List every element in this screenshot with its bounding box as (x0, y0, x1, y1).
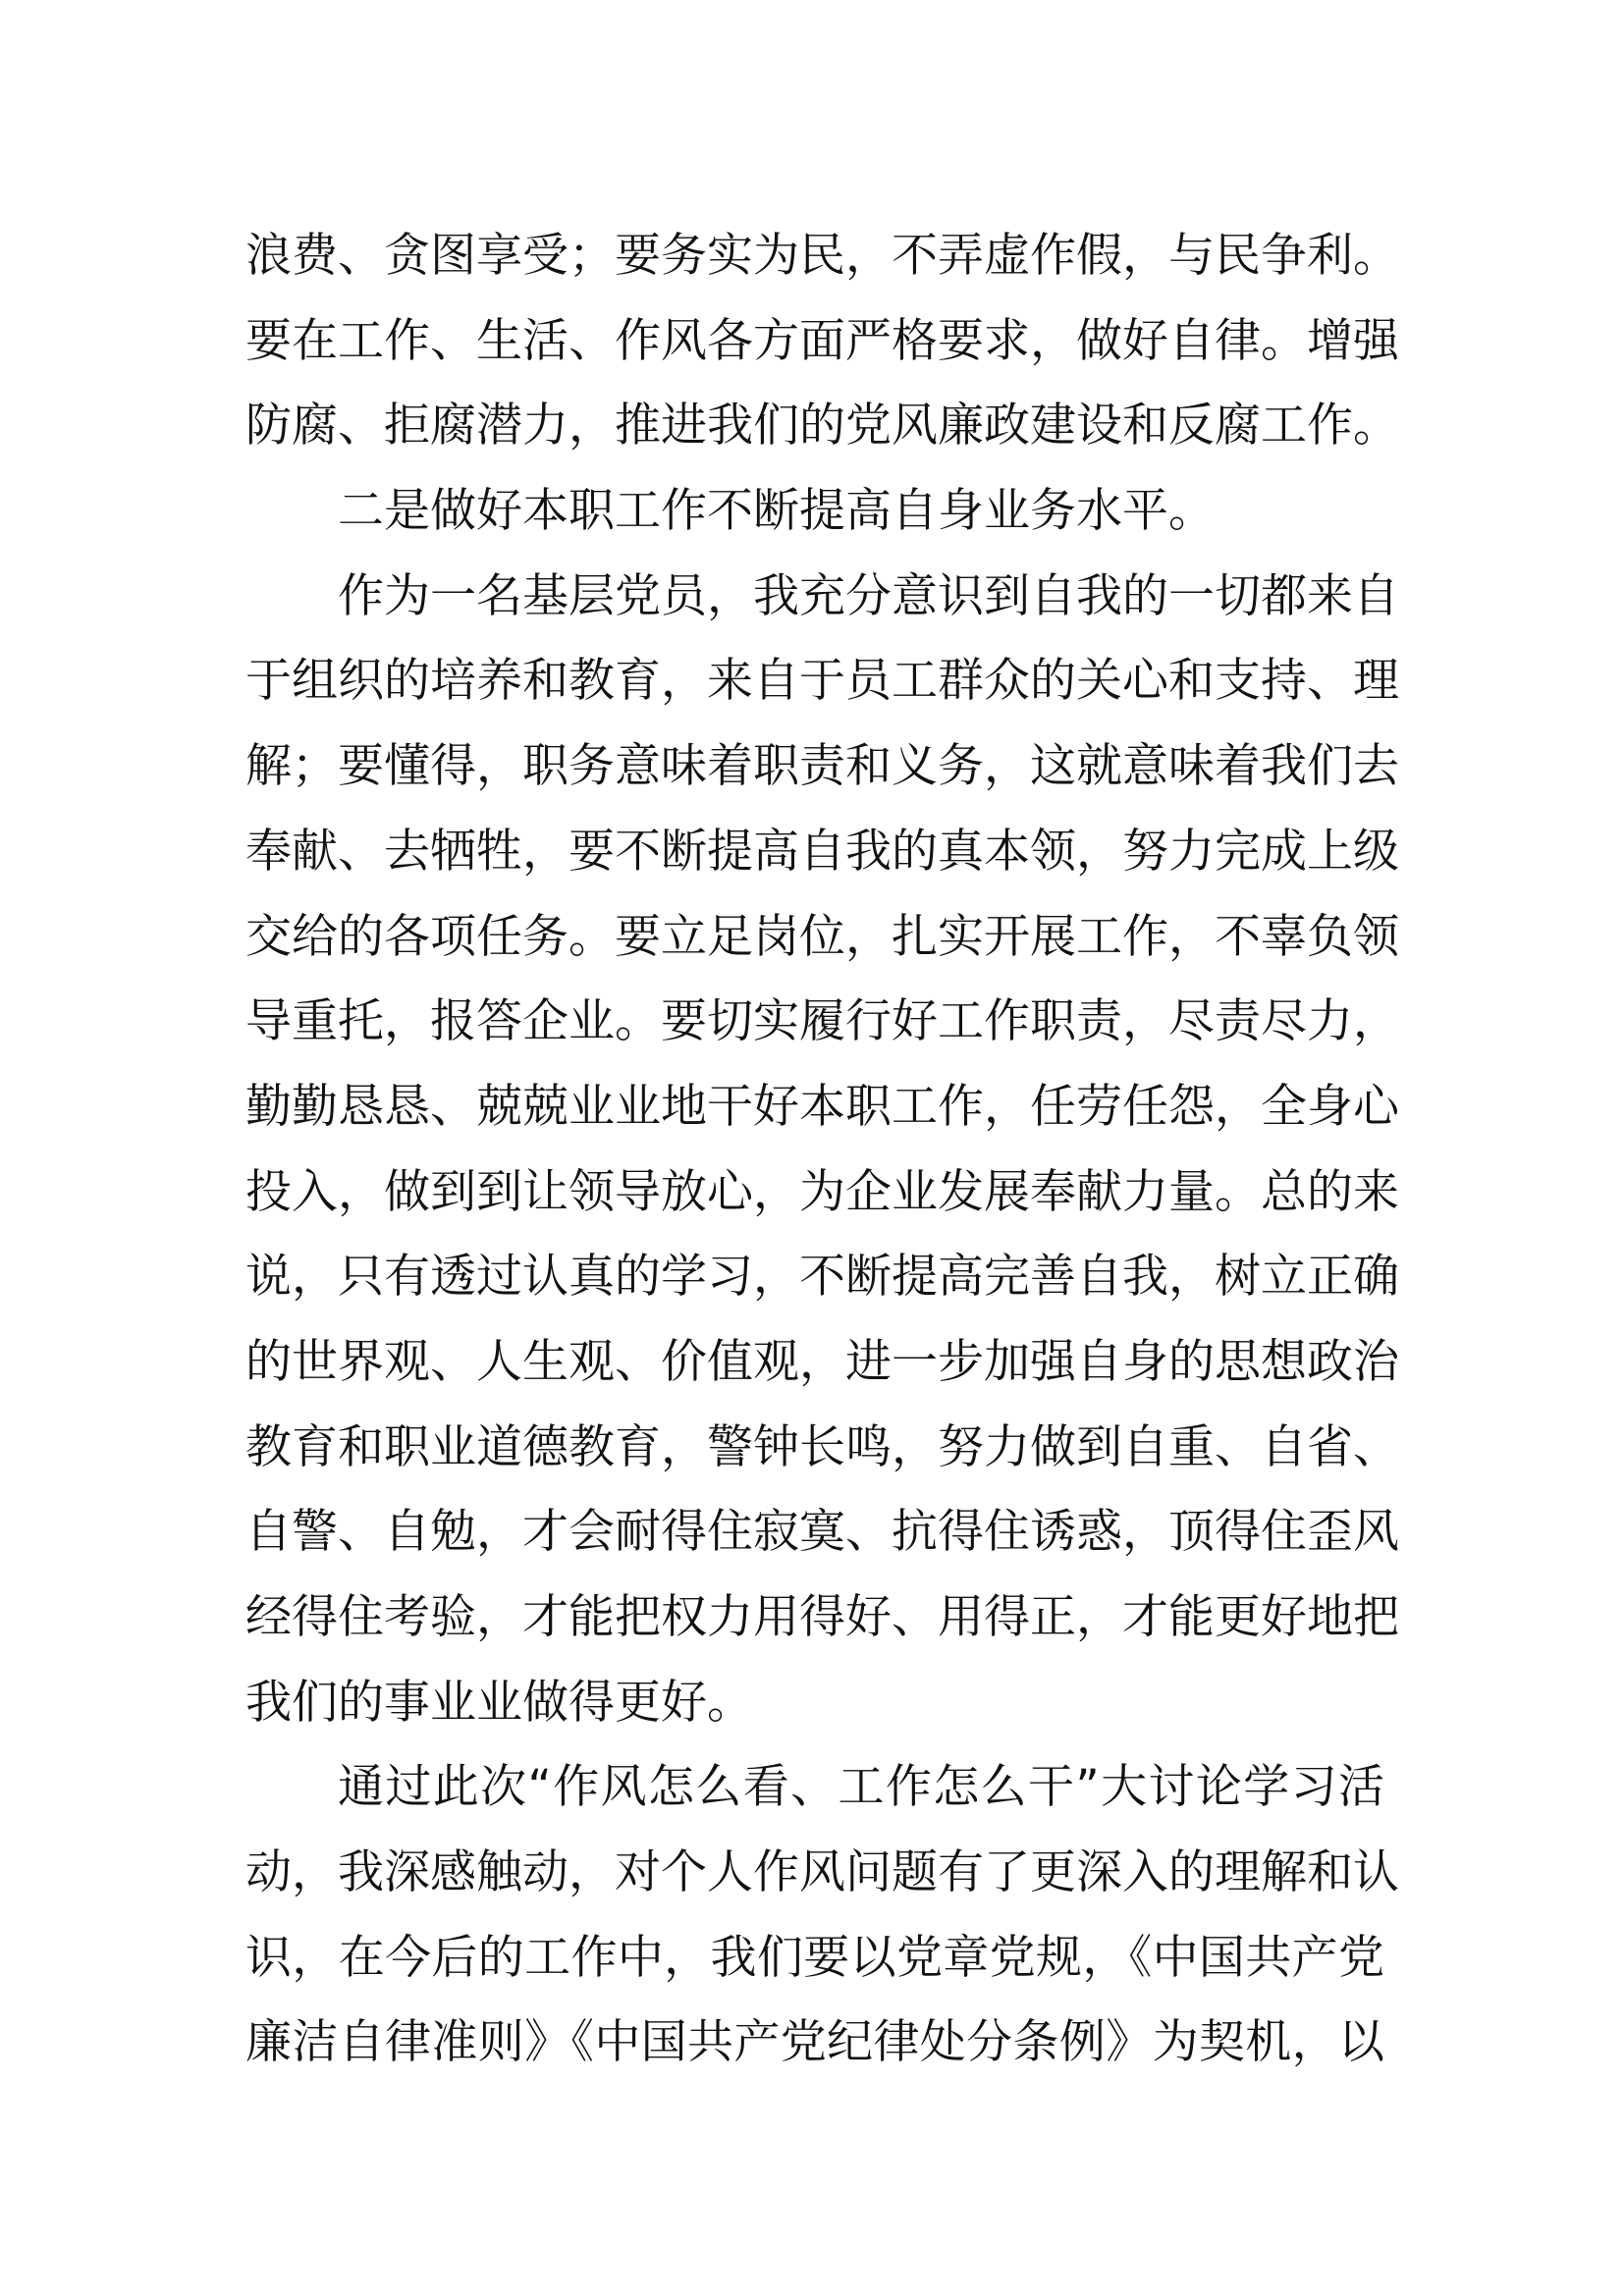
text-line-9: 交给的各项任务。要立足岗位，扎实开展工作，不辜负领 (245, 909, 1399, 964)
text-line-14: 的世界观、人生观、价值观，进一步加强自身的思想政治 (245, 1334, 1399, 1389)
body-text (245, 214, 1399, 2086)
text-line-21: 识，在今后的工作中，我们要以党章党规，《中国共产党 (245, 1930, 1384, 1985)
text-line-6: 于组织的培养和教育，来自于员工群众的关心和支持、理 (245, 654, 1399, 709)
text-line-20: 动，我深感触动，对个人作风问题有了更深入的理解和认 (245, 1845, 1399, 1900)
text-line-13: 说，只有透过认真的学习，不断提高完善自我，树立正确 (245, 1250, 1399, 1305)
text-line-12: 投入，做到到让领导放心，为企业发展奉献力量。总的来 (245, 1164, 1399, 1219)
text-line-22: 廉洁自律准则》《中国共产党纪律处分条例》为契机，以 (245, 2015, 1384, 2070)
text-line-11: 勤勤恳恳、兢兢业业地干好本职工作，任劳任怨，全身心 (245, 1079, 1399, 1134)
text-line-17: 经得住考验，才能把权力用得好、用得正，才能更好地把 (245, 1590, 1399, 1644)
text-line-2: 要在工作、生活、作风各方面严格要求，做好自律。增强 (245, 313, 1399, 368)
text-line-5: 作为一名基层党员，我充分意识到自我的一切都来自 (338, 568, 1399, 623)
text-line-3: 防腐、拒腐潜力，推进我们的党风廉政建设和反腐工作。 (245, 399, 1399, 454)
text-line-16: 自警、自勉，才会耐得住寂寞、抗得住诱惑，顶得住歪风 (245, 1505, 1399, 1560)
text-line-18: 我们的事业业做得更好。 (245, 1675, 753, 1730)
text-line-4: 二是做好本职工作不断提高自身业务水平。 (338, 484, 1215, 539)
text-line-7: 解；要懂得，职务意味着职责和义务，这就意味着我们去 (245, 739, 1399, 794)
text-line-1: 浪费、贪图享受；要务实为民，不弄虚作假，与民争利。 (245, 229, 1399, 283)
text-line-19: 通过此次“作风怎么看、工作怎么干”大讨论学习活 (338, 1760, 1384, 1815)
text-line-15: 教育和职业道德教育，警钟长鸣，努力做到自重、自省、 (245, 1419, 1399, 1474)
text-line-8: 奉献、去牺牲，要不断提高自我的真本领，努力完成上级 (245, 824, 1399, 879)
text-line-10: 导重托，报答企业。要切实履行好工作职责，尽责尽力， (245, 994, 1399, 1049)
